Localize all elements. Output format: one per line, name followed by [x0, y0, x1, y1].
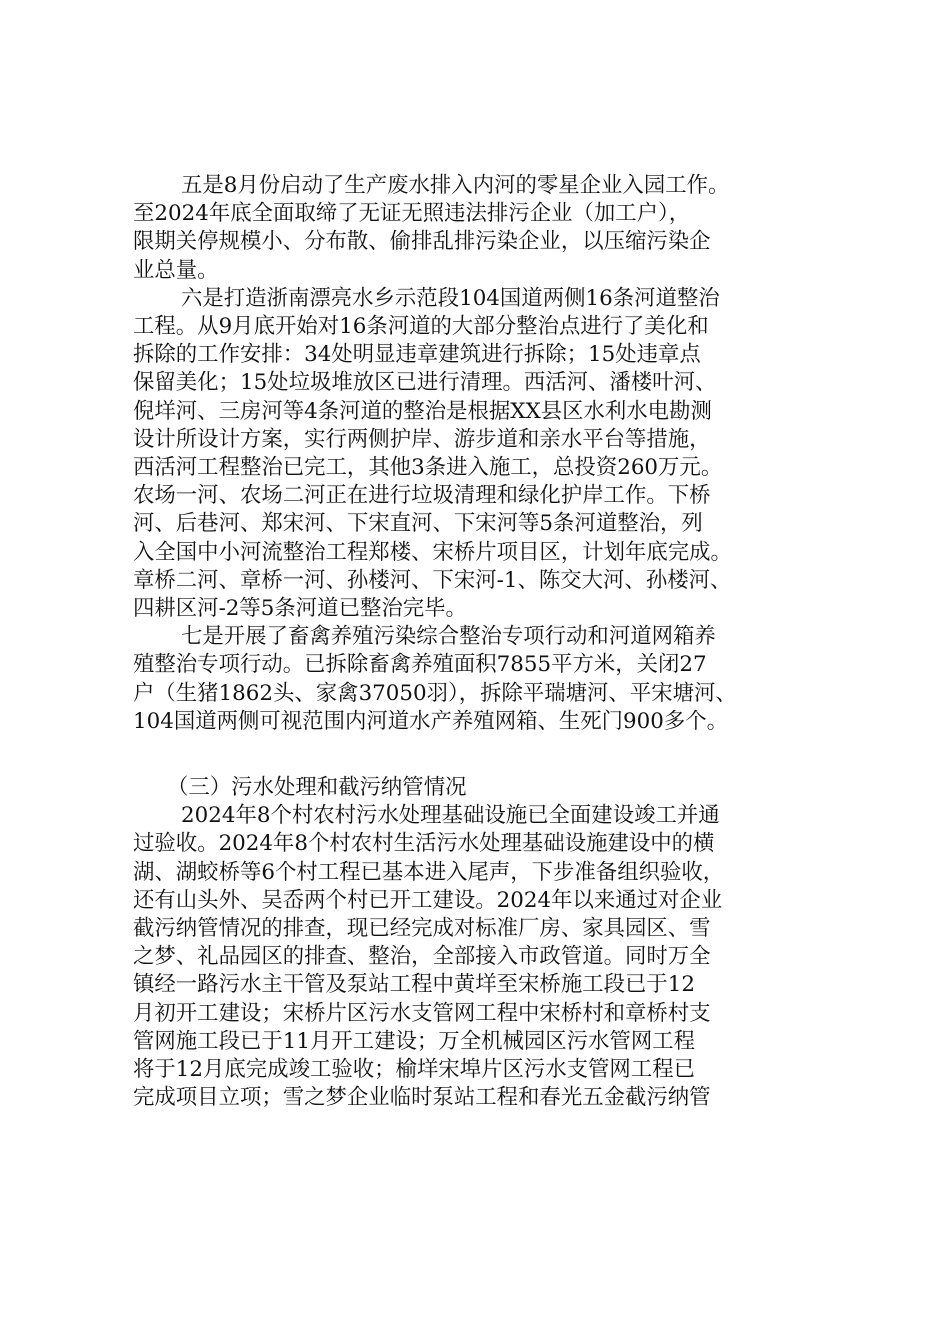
paragraph-line: 七是开展了畜禽养殖污染综合整治专项行动和河道网箱养 — [181, 624, 716, 650]
paragraph-item-five — [133, 172, 830, 285]
paragraph-line: 管网施工段已于11月开工建设；万全机械园区污水管网工程 — [133, 1028, 695, 1054]
paragraph-line: 河、后巷河、郑宋河、下宋直河、下宋河等5条河道整治，列 — [133, 511, 703, 537]
paragraph-line: 完成项目立项；雪之梦企业临时泵站工程和春光五金截污纳管 — [133, 1085, 711, 1111]
paragraph-line: 将于12月底完成竣工验收；榆垟宋埠片区污水支管网工程已 — [133, 1057, 695, 1083]
paragraph-line: 过验收。2024年8个村农村生活污水处理基础设施建设中的横 — [133, 831, 715, 857]
paragraph-line: 殖整治专项行动。已拆除畜禽养殖面积7855平方米，关闭27 — [133, 652, 707, 678]
paragraph-line: 104国道两侧可视范围内河道水产养殖网箱、生死门900多个。 — [133, 708, 729, 734]
paragraph-line: 五是8月份启动了生产废水排入内河的零星企业入园工作。 — [181, 173, 730, 198]
paragraph-line: 六是打造浙南漂亮水乡示范段104国道两侧16条河道整治 — [181, 285, 720, 311]
paragraph-line: 限期关停规模小、分布散、偷排乱排污染企业，以压缩污染企 — [133, 229, 711, 255]
paragraph-line: 户（生猪1862头、家禽37050羽），拆除平瑞塘河、平宋塘河、 — [133, 680, 737, 706]
paragraph-spacer — [133, 736, 830, 774]
paragraph-line: 入全国中小河流整治工程郑楼、宋桥片项目区，计划年底完成。 — [133, 539, 732, 565]
paragraph-line: 农场一河、农场二河正在进行垃圾清理和绿化护岸工作。下桥 — [133, 483, 711, 509]
paragraph-line: 2024年8个村农村污水处理基础设施已全面建设竣工并通 — [181, 803, 720, 829]
paragraph-sewage — [133, 802, 830, 1112]
paragraph-line: 至2024年底全面取缔了无证无照违法排污企业（加工户）， — [133, 201, 691, 227]
paragraph-line: 章桥二河、章桥一河、孙楼河、下宋河-1、陈交大河、孙楼河、 — [133, 567, 732, 593]
paragraph-line: 湖、湖蛟桥等6个村工程已基本进入尾声，下步准备组织验收， — [133, 859, 725, 885]
paragraph-line: 保留美化；15处垃圾堆放区已进行清理。西活河、潘楼叶河、 — [133, 370, 717, 396]
paragraph-line: 拆除的工作安排：34处明显违章建筑进行拆除；15处违章点 — [133, 342, 701, 368]
paragraph-line: 月初开工建设；宋桥片区污水支管网工程中宋桥村和章桥村支 — [133, 1000, 711, 1026]
paragraph-line: 镇经一路污水主干管及泵站工程中黄垟至宋桥施工段已于12 — [133, 972, 695, 998]
paragraph-line: 四耕区河-2等5条河道已整治完毕。 — [133, 596, 467, 622]
paragraph-line: 截污纳管情况的排查，现已经完成对标准厂房、家具园区、雪 — [133, 916, 711, 942]
paragraph-line: 业总量。 — [133, 257, 219, 283]
paragraph-line: 倪垟河、三房河等4条河道的整治是根据XX县区水利水电勘测 — [133, 398, 712, 424]
paragraph-item-six — [133, 285, 830, 623]
section-heading: （三）污水处理和截污纳管情况 — [167, 775, 467, 801]
paragraph-line: 设计所设计方案，实行两侧护岸、游步道和亲水平台等措施， — [133, 426, 711, 452]
paragraph-item-seven — [133, 623, 830, 736]
paragraph-line: 还有山头外、吴岙两个村已开工建设。2024年以来通过对企业 — [133, 887, 723, 913]
paragraph-line: 工程。从9月底开始对16条河道的大部分整治点进行了美化和 — [133, 314, 709, 340]
paragraph-line: 之梦、礼品园区的排查、整治，全部接入市政管道。同时万全 — [133, 944, 711, 970]
paragraph-line: 西活河工程整治已完工，其他3条进入施工，总投资260万元。 — [133, 455, 723, 481]
